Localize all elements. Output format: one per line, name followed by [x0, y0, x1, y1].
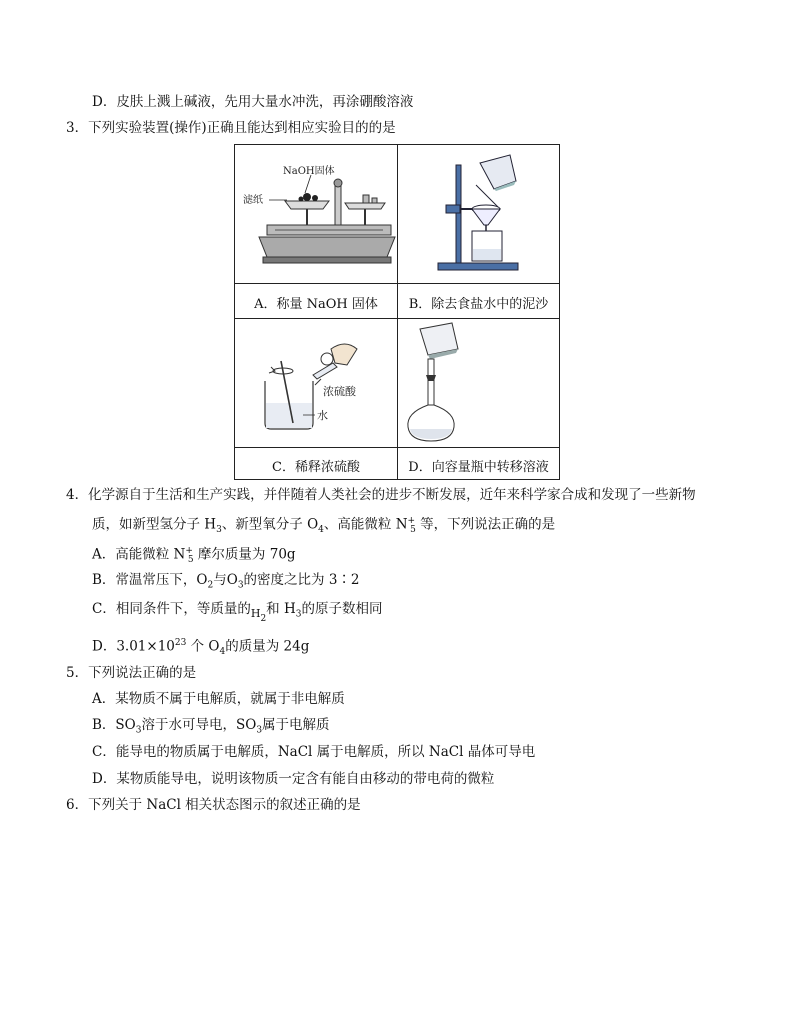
q3-cell-a-image [234, 144, 398, 284]
q5-option-b: B．$SO_3$溶于水可导电，$SO_3$属于电解质 [92, 717, 330, 736]
caption-c: C．稀释浓硫酸 [272, 460, 360, 475]
q6-stem: 6．下列关于 NaCl 相关状态图示的叙述正确的是 [66, 797, 361, 813]
filtration-illustration [398, 145, 559, 283]
q3-cell-d-caption [397, 447, 560, 480]
q3-cell-a-caption [234, 283, 398, 319]
conc-sulfuric-acid-label: 浓硫酸 [323, 385, 356, 398]
q3-image-table [234, 144, 560, 480]
q2-option-d: D．皮肤上溅上碱液，先用大量水冲洗，再涂硼酸溶液 [92, 94, 414, 110]
q5-option-a: A．某物质不属于电解质，就属于非电解质 [92, 691, 345, 707]
q3-cell-b-caption [397, 283, 560, 319]
q3-cell-c-image [234, 318, 398, 448]
q4-stem-line1: 4．化学源自于生活和生产实践，并伴随着人类社会的进步不断发展，近年来科学家合成和发现了一些新物 [66, 487, 696, 503]
water-label: 水 [317, 409, 328, 422]
q4-option-d: D．$3.01\times 10^{23}$ 个 $O_4$的质量为 24g [92, 638, 310, 658]
caption-a: A．称量 NaOH 固体 [254, 297, 378, 312]
q5-option-c: C．能导电的物质属于电解质，NaCl 属于电解质，所以 NaCl 晶体可导电 [92, 744, 536, 760]
q4-option-b: B．常温常压下，$O_2$与$O_3$的密度之比为 3∶2 [92, 572, 360, 591]
filter-paper-label: 滤纸 [243, 195, 263, 206]
q4-option-a: A．高能微粒 $N^+_5$ 摩尔质量为 70g [92, 546, 296, 566]
naoh-solid-label: NaOH固体 [283, 166, 335, 177]
caption-b: B．除去食盐水中的泥沙 [408, 297, 549, 312]
q3-cell-b-image [397, 144, 560, 284]
dilution-illustration [235, 319, 397, 447]
balance-illustration [235, 145, 397, 283]
q4-stem-line2: 质，如新型氢分子 $H_3$、新型氧分子 $O_4$、高能微粒 $N^+_5$ 等，下列说法正确的是 [92, 516, 556, 536]
caption-d: D．向容量瓶中转移溶液 [408, 460, 549, 475]
q4-option-c: C．相同条件下，等质量的$_{H2}$和 $H_3$的原子数相同 [92, 601, 383, 624]
q3-cell-c-caption [234, 447, 398, 480]
q5-stem: 5．下列说法正确的是 [66, 665, 197, 681]
q3-cell-d-image [397, 318, 560, 448]
q5-option-d: D．某物质能导电，说明该物质一定含有能自由移动的带电荷的微粒 [92, 771, 495, 787]
q3-stem: 3．下列实验装置(操作)正确且能达到相应实验目的的是 [66, 120, 396, 136]
volumetric-flask-illustration [398, 319, 559, 447]
